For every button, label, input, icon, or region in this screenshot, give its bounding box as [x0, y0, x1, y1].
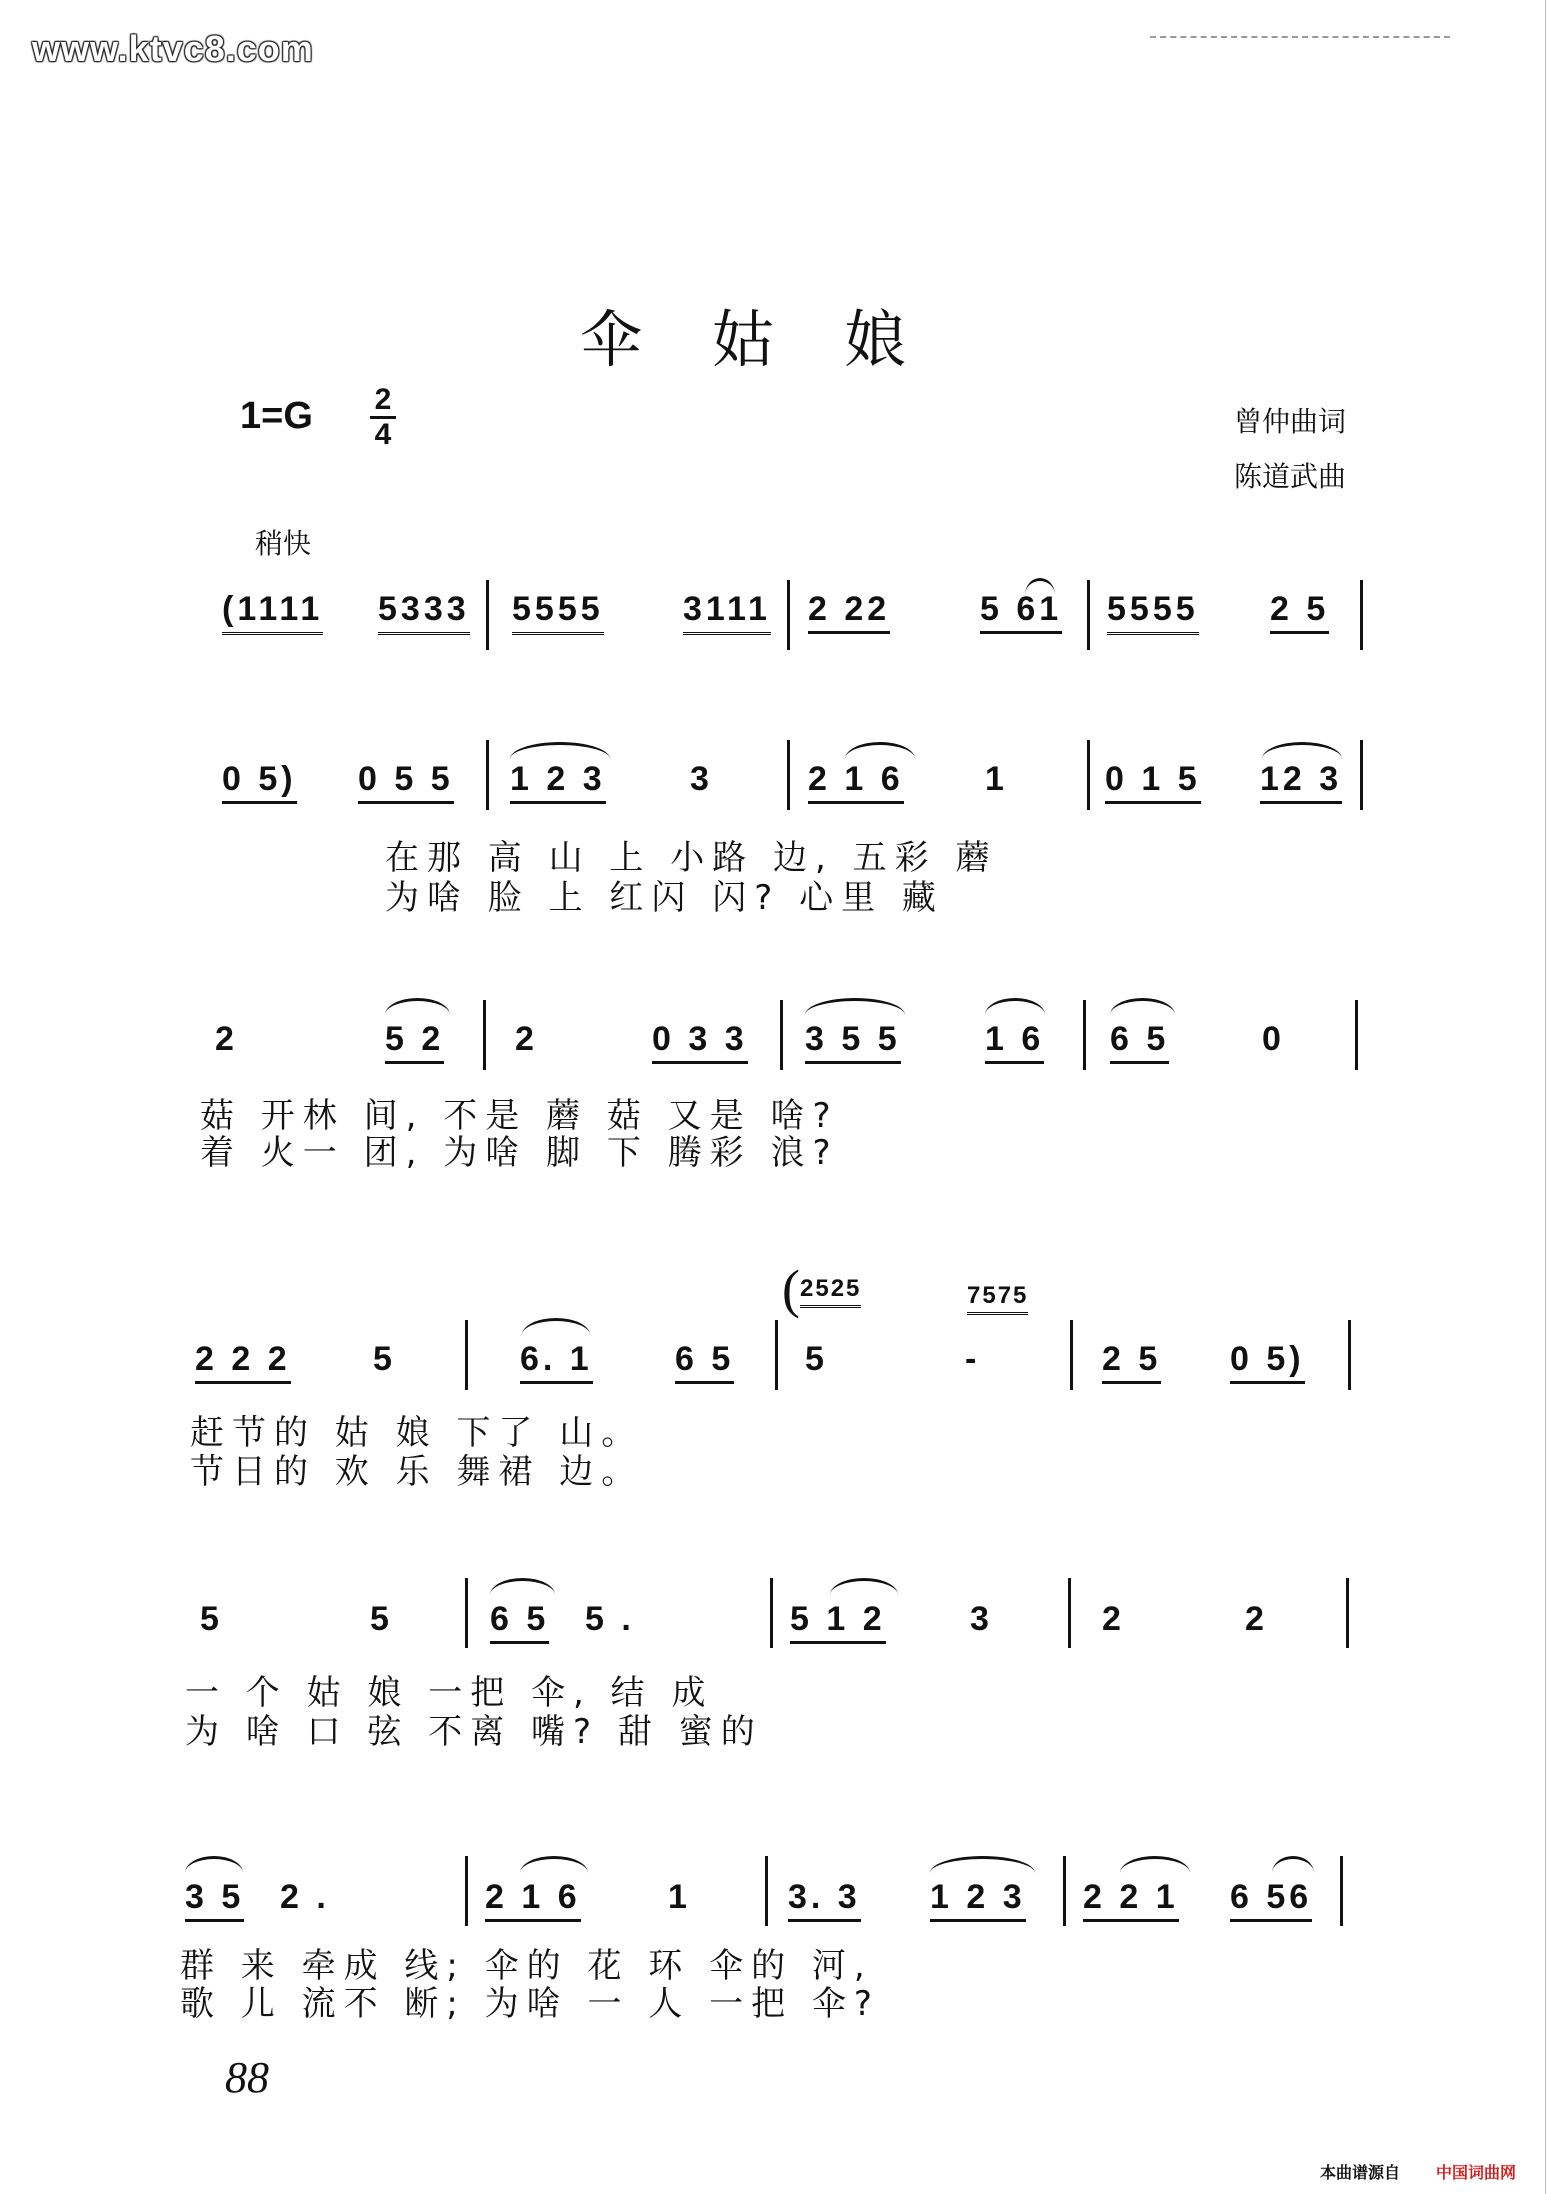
bar-line: [1355, 1000, 1358, 1070]
note-group: 2 2 1: [1083, 1878, 1179, 1922]
note-group: 6 5: [490, 1600, 549, 1644]
note-group: 1 2 3: [510, 760, 606, 804]
bar-line: [1360, 740, 1363, 810]
note-group: 12 3: [1260, 760, 1342, 804]
note-group: 0 1 5: [1105, 760, 1201, 804]
slur-mark: [805, 998, 905, 1015]
time-signature-bottom: 4: [374, 418, 392, 451]
footer-site-link[interactable]: 中国词曲网: [1436, 2163, 1517, 2182]
note-group: 3: [970, 1600, 993, 1638]
slur-mark: [522, 1318, 590, 1335]
slur-mark: [385, 998, 450, 1015]
note-group: 3 5 5: [805, 1020, 901, 1064]
note-group: 1: [985, 760, 1008, 798]
slur-mark: [845, 742, 915, 759]
slur-mark: [1110, 998, 1175, 1015]
lyrics-verse-2: 节日的 欢 乐 舞裙 边。: [190, 1452, 644, 1492]
slur-mark: [1120, 1856, 1190, 1873]
bar-line: [780, 1000, 783, 1070]
note-group: 2 5: [1270, 590, 1329, 634]
bar-line: [465, 1856, 468, 1926]
note-group: 1: [668, 1878, 691, 1916]
note-group: 6. 1: [520, 1340, 593, 1384]
composer-credit: 陈道武曲: [1233, 460, 1346, 493]
note-group: 0: [1262, 1020, 1285, 1058]
note-group: 5 61: [980, 590, 1062, 634]
note-group: 0 5): [222, 760, 297, 804]
bar-line: [1070, 1320, 1073, 1390]
slur-mark: [510, 742, 610, 759]
note-group: 3: [690, 760, 713, 798]
lyricist-credit: 曾仲曲词: [1233, 405, 1346, 438]
key-signature: 1=G: [240, 395, 313, 437]
slur-mark: [830, 1578, 898, 1595]
bar-line: [1360, 580, 1363, 650]
note-group: 5 1 2: [790, 1600, 886, 1644]
note-group: 0 5): [1230, 1340, 1305, 1384]
grace-note-group: 2525: [800, 1275, 861, 1308]
lyrics-verse-1: 菇 开林 间, 不是 蘑 菇 又是 啥?: [200, 1096, 839, 1136]
grace-note-group: 7575: [967, 1282, 1028, 1315]
note-group: (1111: [222, 590, 323, 635]
note-group: 1 2 3: [930, 1878, 1026, 1922]
slur-mark: [1272, 1856, 1314, 1873]
slur-mark: [1262, 742, 1342, 759]
bar-line: [1346, 1578, 1349, 1648]
time-signature-top: 2: [374, 383, 392, 416]
note-group: 5333: [378, 590, 470, 635]
note-group: 2: [515, 1020, 538, 1058]
bar-line: [486, 580, 489, 650]
note-group: 2: [1102, 1600, 1125, 1638]
bar-line: [765, 1856, 768, 1926]
note-group: 6 5: [1110, 1020, 1169, 1064]
note-group: 5: [373, 1340, 396, 1378]
bar-line: [775, 1320, 778, 1390]
grace-open-paren: (: [782, 1259, 800, 1319]
bar-line: [787, 580, 790, 650]
note-group: 6 5: [675, 1340, 734, 1384]
bar-line: [483, 1000, 486, 1070]
bar-line: [1087, 740, 1090, 810]
song-title: 伞姑娘: [579, 303, 976, 376]
bar-line: [465, 1578, 468, 1648]
note-group: 1 6: [985, 1020, 1044, 1064]
note-group: 0 5 5: [358, 760, 454, 804]
bar-line: [1340, 1856, 1343, 1926]
footer-source-label: 本曲谱源自: [1320, 2163, 1401, 2182]
watermark-text: www.ktvc8.com: [32, 28, 314, 69]
lyrics-verse-1: 一 个 姑 娘 一把 伞, 结 成: [185, 1673, 714, 1713]
note-group: 5555: [1107, 590, 1199, 635]
note-group: 5: [370, 1600, 393, 1638]
slur-mark: [930, 1856, 1035, 1873]
note-group: 2: [215, 1020, 238, 1058]
note-group: -: [965, 1340, 981, 1378]
lyrics-verse-2: 为 啥 口 弦 不离 嘴? 甜 蜜的: [185, 1712, 763, 1752]
lyrics-verse-1: 在那 高 山 上 小路 边, 五彩 蘑: [385, 838, 998, 878]
note-group: 0 3 3: [652, 1020, 748, 1064]
slur-mark: [185, 1856, 243, 1873]
slur-mark: [985, 998, 1045, 1015]
tempo-marking: 稍快: [255, 527, 312, 560]
note-group: 3 5: [185, 1878, 244, 1922]
lyrics-verse-1: 群 来 牵成 线; 伞的 花 环 伞的 河,: [180, 1946, 873, 1986]
slur-mark: [490, 1578, 555, 1595]
slur-mark: [520, 1856, 588, 1873]
bar-line: [1068, 1578, 1071, 1648]
bar-line: [1063, 1856, 1066, 1926]
note-group: 3. 3: [788, 1878, 861, 1922]
note-group: 2 1 6: [485, 1878, 581, 1922]
lyrics-verse-2: 着 火一 团, 为啥 脚 下 腾彩 浪?: [200, 1133, 839, 1173]
note-group: 5: [200, 1600, 223, 1638]
lyrics-verse-2: 为啥 脸 上 红闪 闪? 心里 藏: [385, 878, 944, 918]
lyrics-verse-1: 赶节的 姑 娘 下了 山。: [190, 1413, 644, 1453]
note-group: 2 1 6: [808, 760, 904, 804]
note-group: 2 22: [808, 590, 890, 634]
note-group: 2 .: [280, 1878, 330, 1916]
lyrics-verse-2: 歌 儿 流不 断; 为啥 一 人 一把 伞?: [180, 1984, 880, 2024]
note-group: 3111: [683, 590, 771, 635]
note-group: 2 5: [1102, 1340, 1161, 1384]
note-group: 2: [1245, 1600, 1268, 1638]
note-group: 6 56: [1230, 1878, 1312, 1922]
bar-line: [1348, 1320, 1351, 1390]
note-group: 5: [805, 1340, 828, 1378]
note-group: 5 .: [585, 1600, 635, 1638]
note-group: 2 2 2: [195, 1340, 291, 1384]
bar-line: [1087, 580, 1090, 650]
bar-line: [486, 740, 489, 810]
page-number: 88: [225, 2053, 269, 2102]
bar-line: [1083, 1000, 1086, 1070]
note-group: 5 2: [385, 1020, 444, 1064]
time-signature: [370, 385, 396, 450]
bar-line: [787, 740, 790, 810]
note-group: 5555: [512, 590, 604, 635]
scan-edge-mark: [1150, 36, 1450, 38]
bar-line: [465, 1320, 468, 1390]
bar-line: [770, 1578, 773, 1648]
